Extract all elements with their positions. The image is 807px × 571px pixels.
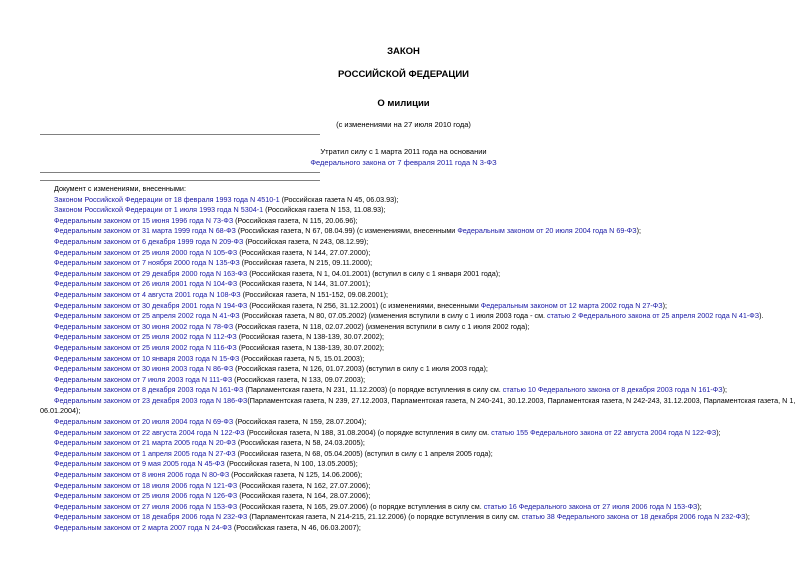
- publication-info: (Российская газета, N 133, 09.07.2003);: [232, 374, 366, 384]
- list-item: [40, 226, 800, 237]
- publication-info: (Парламентская газета, N 239, 27.12.2003, Парламентская газета, N 240-241, 30.12.2003, Парламентская газета, N 242-243, 31.12.2003, Парламентская газета, N 1, 06.01.2004);: [40, 395, 796, 416]
- publication-info: (Российская газета, N 5, 15.01.2003);: [239, 353, 365, 363]
- referenced-law-link[interactable]: статью 2 Федерального закона от 25 апреля 2002 года N 41-ФЗ: [547, 311, 760, 321]
- amending-law-link[interactable]: Федеральным законом от 7 ноября 2000 года N 135-ФЗ: [54, 258, 240, 268]
- referenced-law-link[interactable]: Федеральным законом от 20 июля 2004 года N 69-ФЗ: [457, 226, 637, 236]
- amending-law-link[interactable]: Федеральным законом от 22 августа 2004 года N 122-ФЗ: [54, 427, 245, 437]
- publication-info-tail: ).: [759, 311, 764, 321]
- publication-info: (Российская газета, N 159, 28.07.2004);: [233, 417, 367, 427]
- repeal-note: [0, 146, 807, 168]
- list-item: [40, 491, 800, 502]
- divider: [40, 134, 320, 135]
- list-item: [40, 279, 800, 290]
- amending-law-link[interactable]: Федеральным законом от 18 июля 2006 года N 121-ФЗ: [54, 480, 238, 490]
- publication-info-tail: );: [636, 226, 641, 236]
- amending-law-link[interactable]: Федеральным законом от 10 января 2003 года N 15-ФЗ: [54, 353, 240, 363]
- list-item: [40, 205, 800, 216]
- list-item: [40, 523, 800, 534]
- list-item: [40, 237, 800, 248]
- publication-info: (Российская газета, N 118, 02.07.2002) (изменения вступили в силу с 1 июля 2002 года);: [233, 321, 530, 331]
- amending-law-link[interactable]: Федеральным законом от 30 декабря 2001 года N 194-ФЗ: [54, 300, 248, 310]
- publication-info: (Парламентская газета, N 231, 11.12.2003) (о порядке вступления в силу см.: [243, 385, 503, 395]
- amending-law-link[interactable]: Федеральным законом от 25 июля 2000 года N 105-ФЗ: [54, 247, 238, 257]
- list-item: [40, 343, 800, 354]
- publication-info: (Российская газета, N 151-152, 09.08.2001);: [240, 289, 388, 299]
- publication-info: (Российская газета, N 243, 08.12.99);: [243, 236, 369, 246]
- list-item: [40, 269, 800, 280]
- list-item: [40, 459, 800, 470]
- amending-law-link[interactable]: Федеральным законом от 31 марта 1999 года N 68-ФЗ: [54, 226, 236, 236]
- law-title: О милиции: [377, 98, 430, 109]
- law-country-heading: РОССИЙСКОЙ ФЕДЕРАЦИИ: [337, 69, 469, 80]
- publication-info-tail: );: [716, 427, 721, 437]
- list-item: [40, 375, 800, 386]
- publication-info: (Российская газета, N 68, 05.04.2005) (вступил в силу с 1 апреля 2005 года);: [235, 448, 493, 458]
- list-item: [40, 195, 800, 206]
- list-item: [40, 290, 800, 301]
- amending-law-link[interactable]: Законом Российской Федерации от 18 февраля 1993 года N 4510-1: [54, 194, 280, 204]
- publication-info: (Российская газета, N 46, 06.03.2007);: [231, 523, 361, 532]
- publication-info: (Российская газета, N 100, 13.05.2005);: [224, 459, 358, 469]
- list-item: [40, 470, 800, 481]
- list-item: [40, 311, 800, 322]
- amending-law-link[interactable]: Федеральным законом от 7 июля 2003 года N 111-ФЗ: [54, 374, 233, 384]
- publication-info: (Российская газета N 45, 06.03.93);: [279, 194, 399, 204]
- repeal-law-link[interactable]: Федерального закона от 7 февраля 2011 года N 3-ФЗ: [310, 158, 497, 167]
- list-item: [40, 512, 800, 523]
- referenced-law-link[interactable]: статью 38 Федерального закона от 18 декабря 2006 года N 232-ФЗ: [521, 512, 746, 522]
- list-item: [40, 258, 800, 269]
- amending-law-link[interactable]: Федеральным законом от 20 июля 2004 года N 69-ФЗ: [54, 417, 234, 427]
- list-item: [40, 449, 800, 460]
- publication-info: (Российская газета, N 256, 31.12.2001) (с изменениями, внесенными: [247, 300, 481, 310]
- amending-law-link[interactable]: Федеральным законом от 15 июня 1996 года N 73-ФЗ: [54, 215, 234, 225]
- amending-law-link[interactable]: Федеральным законом от 25 июля 2006 года N 126-ФЗ: [54, 491, 238, 501]
- list-item: [40, 396, 800, 417]
- amending-law-link[interactable]: Федеральным законом от 23 декабря 2003 года N 186-ФЗ: [54, 395, 248, 405]
- amending-law-link[interactable]: Федеральным законом от 18 декабря 2006 года N 232-ФЗ: [54, 512, 248, 522]
- amending-law-link[interactable]: Федеральным законом от 8 июня 2006 года N 80-ФЗ: [54, 470, 230, 480]
- list-item: [40, 364, 800, 375]
- publication-info: (Российская газета, N 164, 28.07.2006);: [237, 491, 371, 501]
- amending-law-link[interactable]: Федеральным законом от 27 июля 2006 года N 153-ФЗ: [54, 501, 238, 511]
- amending-law-link[interactable]: Законом Российской Федерации от 1 июля 1993 года N 5304-1: [54, 205, 264, 215]
- amending-law-link[interactable]: Федеральным законом от 6 декабря 1999 года N 209-ФЗ: [54, 236, 244, 246]
- referenced-law-link[interactable]: статью 155 Федерального закона от 22 августа 2004 года N 122-ФЗ: [491, 427, 717, 437]
- amending-law-link[interactable]: Федеральным законом от 29 декабря 2000 года N 163-ФЗ: [54, 268, 248, 278]
- publication-info: (Российская газета, N 67, 08.04.99) (с изменениями, внесенными: [235, 226, 458, 236]
- publication-info: (Российская газета, N 144, 27.07.2000);: [237, 247, 371, 257]
- publication-info: (Российская газета, N 165, 29.07.2006) (о порядке вступления в силу см.: [237, 501, 484, 511]
- list-item: [40, 385, 800, 396]
- publication-info-tail: );: [697, 501, 702, 511]
- amendments-list: [40, 184, 800, 534]
- amending-law-link[interactable]: Федеральным законом от 4 августа 2001 года N 108-ФЗ: [54, 289, 241, 299]
- list-item: [40, 332, 800, 343]
- referenced-law-link[interactable]: статью 10 Федерального закона от 8 декабря 2003 года N 161-ФЗ: [502, 385, 723, 395]
- list-item: [40, 248, 800, 259]
- amendments-intro: Документ с изменениями, внесенными:: [54, 184, 186, 193]
- publication-info: (Российская газета, N 125, 14.06.2006);: [229, 470, 363, 480]
- list-item: [40, 417, 800, 428]
- amending-law-link[interactable]: Федеральным законом от 30 июня 2002 года N 78-ФЗ: [54, 321, 234, 331]
- list-item: [40, 438, 800, 449]
- list-item: [40, 301, 800, 312]
- divider: [40, 180, 320, 181]
- amending-law-link[interactable]: Федеральным законом от 2 марта 2007 года N 24-ФЗ: [54, 523, 232, 532]
- amendment-note: (с изменениями на 27 июля 2010 года): [336, 120, 471, 129]
- list-item: [40, 322, 800, 333]
- publication-info: (Российская газета, N 138-139, 30.07.2002);: [236, 342, 385, 352]
- amending-law-link[interactable]: Федеральным законом от 30 июня 2003 года N 86-ФЗ: [54, 364, 234, 374]
- list-item: [40, 354, 800, 365]
- amending-law-link[interactable]: Федеральным законом от 26 июля 2001 года N 104-ФЗ: [54, 279, 238, 289]
- publication-info: (Парламентская газета, N 214-215, 21.12.2006) (о порядке вступления в силу см.: [247, 512, 522, 522]
- repeal-text: Утратил силу с 1 марта 2011 года на основании: [320, 147, 487, 156]
- referenced-law-link[interactable]: Федеральным законом от 12 марта 2002 года N 27-ФЗ: [480, 300, 663, 310]
- list-item: [40, 481, 800, 492]
- amending-law-link[interactable]: Федеральным законом от 25 апреля 2002 года N 41-ФЗ: [54, 311, 240, 321]
- publication-info-tail: );: [745, 512, 750, 522]
- publication-info: (Российская газета, N 162, 27.07.2006);: [237, 480, 371, 490]
- amending-law-link[interactable]: Федеральным законом от 8 декабря 2003 года N 161-ФЗ: [54, 385, 244, 395]
- publication-info: (Российская газета, N 58, 24.03.2005);: [235, 438, 365, 448]
- amending-law-link[interactable]: Федеральным законом от 9 мая 2005 года N 45-ФЗ: [54, 459, 225, 469]
- publication-info: (Российская газета, N 1, 04.01.2001) (вступил в силу с 1 января 2001 года);: [247, 268, 501, 278]
- divider: [40, 172, 320, 173]
- publication-info: (Российская газета, N 138-139, 30.07.2002);: [236, 332, 385, 342]
- publication-info: (Российская газета, N 80, 07.05.2002) (изменения вступили в силу с 1 июля 2003 года - см.: [239, 311, 548, 321]
- list-item: [40, 428, 800, 439]
- referenced-law-link[interactable]: статью 16 Федерального закона от 27 июля 2006 года N 153-ФЗ: [483, 501, 698, 511]
- amending-law-link[interactable]: Федеральным законом от 1 апреля 2005 года N 27-ФЗ: [54, 448, 236, 458]
- publication-info: (Российская газета, N 188, 31.08.2004) (о порядке вступления в силу см.: [244, 427, 492, 437]
- law-type-heading: ЗАКОН: [387, 46, 420, 57]
- list-item: [40, 216, 800, 227]
- publication-info: (Российская газета, N 144, 31.07.2001);: [237, 279, 371, 289]
- list-item: [40, 502, 800, 513]
- publication-info: (Российская газета, N 215, 09.11.2000);: [239, 258, 373, 268]
- publication-info-tail: );: [722, 385, 727, 395]
- publication-info-tail: );: [662, 300, 668, 310]
- amending-law-link[interactable]: Федеральным законом от 25 июля 2002 года N 112-ФЗ: [54, 332, 237, 342]
- amending-law-link[interactable]: Федеральным законом от 21 марта 2005 года N 20-ФЗ: [54, 438, 236, 448]
- publication-info: (Российская газета, N 126, 01.07.2003) (вступил в силу с 1 июля 2003 года);: [233, 364, 488, 374]
- publication-info: (Российская газета, N 115, 20.06.96);: [233, 215, 358, 225]
- amending-law-link[interactable]: Федеральным законом от 25 июля 2002 года N 116-ФЗ: [54, 342, 237, 352]
- publication-info: (Российская газета N 153, 11.08.93);: [263, 205, 386, 215]
